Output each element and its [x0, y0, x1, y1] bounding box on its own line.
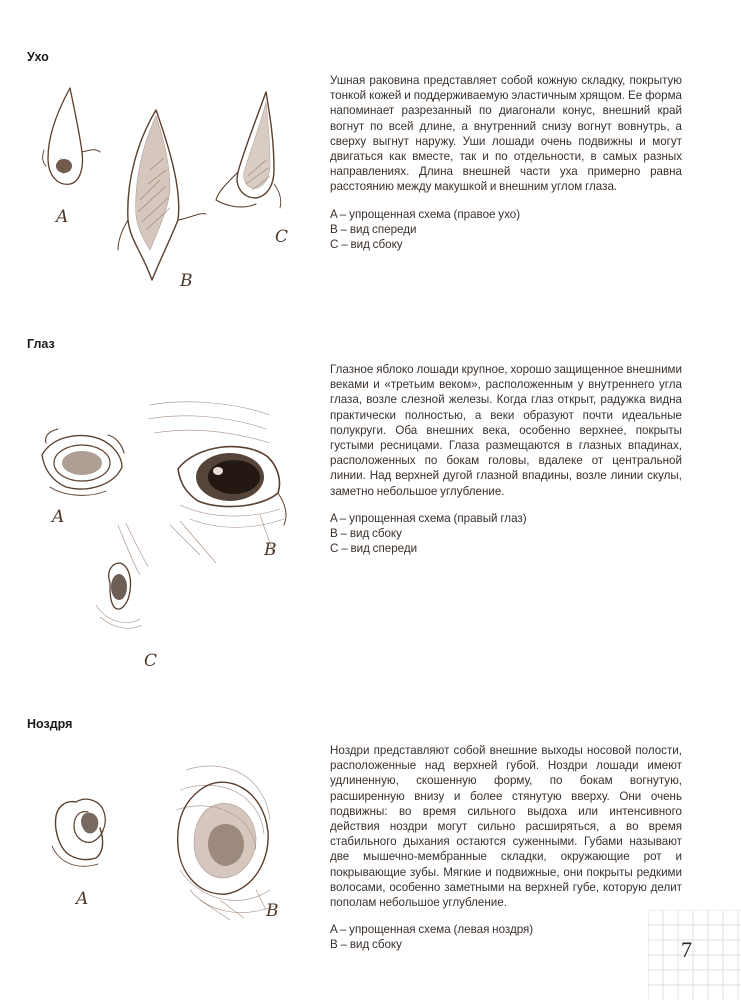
eye-figure-label-c: C — [144, 651, 158, 671]
eye-sketch-b — [148, 402, 286, 563]
nostril-sketch-b — [176, 766, 274, 920]
section-heading-ear: Ухо — [27, 50, 49, 64]
ear-figure-label-a: A — [56, 207, 69, 227]
ear-captions — [330, 207, 682, 253]
ear-figure-label-b: B — [180, 271, 193, 291]
nostril-caption-b: B – вид сбоку — [330, 938, 402, 952]
eye-caption-a: A – упрощенная схема (правый глаз) — [330, 511, 527, 525]
ear-sketch-c — [216, 92, 281, 208]
nostril-sketches — [30, 750, 300, 930]
section-heading-nostril: Ноздря — [27, 717, 73, 731]
nostril-description: Ноздри представляют собой внешние выходы носовой полости, расположенные над верхней губой. Ноздри лошади имеют удлиненную, скошенную форму, по бокам вогнутую, расширенную внизу и более стянутую вверху. Они очень подвижны: во время сильного выдоха или интенсивного действия ноздри могут сильно расширяться, а во время стабильного дыхания остаются суженными. Губами называют две мышечно-мембранные складки, окружающие рот и покрывающие зубы. Мягкие и подвижные, они покрыты редкими волосами, особенно заметными на верхней губе, которую делит пополам небольшое углубление. — [330, 744, 682, 910]
nostril-text-block — [330, 743, 682, 953]
eye-caption-b: B – вид сбоку — [330, 527, 402, 541]
eye-sketch-a — [42, 429, 124, 495]
eye-sketches — [30, 395, 320, 675]
ear-sketch-b — [118, 110, 206, 280]
page-number: 7 — [681, 937, 692, 962]
eye-figure-label-b: B — [264, 540, 277, 560]
eye-figure-label-a: A — [52, 507, 65, 527]
eye-sketch-c — [96, 523, 148, 628]
nostril-figure-label-a: A — [76, 889, 89, 909]
ear-text-block — [330, 73, 682, 252]
page-corner-grid — [648, 910, 741, 1000]
ear-caption-a: A – упрощенная схема (правое ухо) — [330, 207, 521, 221]
nostril-figure-label-b: B — [266, 901, 279, 921]
eye-description: Глазное яблоко лошади крупное, хорошо защищенное внешними веками и «третьим веком», расположенным у внутреннего угла глаза, возле слезной железы. Когда глаз открыт, радужка видна практически полностью, а веки образуют почти идеальные полукруги. Оба внешних века, особенно верхнее, покрыты густыми ресницами. Глаза размещаются в глазных впадинах, расположенных по бокам головы, вдалеке от центральной линии. Над верхней дугой глазной впадины, возле линии скулы, заметно небольшое углубление. — [330, 363, 682, 498]
eye-text-block — [330, 362, 682, 556]
ear-sketch-a — [43, 88, 100, 184]
ear-caption-b: B – вид спереди — [330, 222, 417, 236]
eye-captions — [330, 511, 682, 557]
nostril-caption-a: A – упрощенная схема (левая ноздря) — [330, 923, 534, 937]
nostril-sketch-a — [52, 799, 105, 866]
eye-caption-c: C – вид спереди — [330, 542, 418, 556]
section-heading-eye: Глаз — [27, 337, 55, 351]
ear-caption-c: C – вид сбоку — [330, 238, 403, 252]
ear-figure-label-c: C — [275, 227, 289, 247]
ear-description: Ушная раковина представляет собой кожную складку, покрытую тонкой кожей и поддерживаемую эластичным хрящом. Ее форма напоминает разрезанный по диагонали конус, внешний край вогнут по всей длине, а внутренний снизу вогнут вовнутрь, а сверху выгнут наружу. Уши лошади очень подвижны и могут двигаться как вместе, так и по отдельности, в самых разных направлениях. Длина внешней части уха примерно равна расстоянию между макушкой и внешним углом глаза. — [330, 74, 682, 194]
nostril-captions — [330, 922, 682, 952]
ear-sketches — [30, 80, 310, 295]
